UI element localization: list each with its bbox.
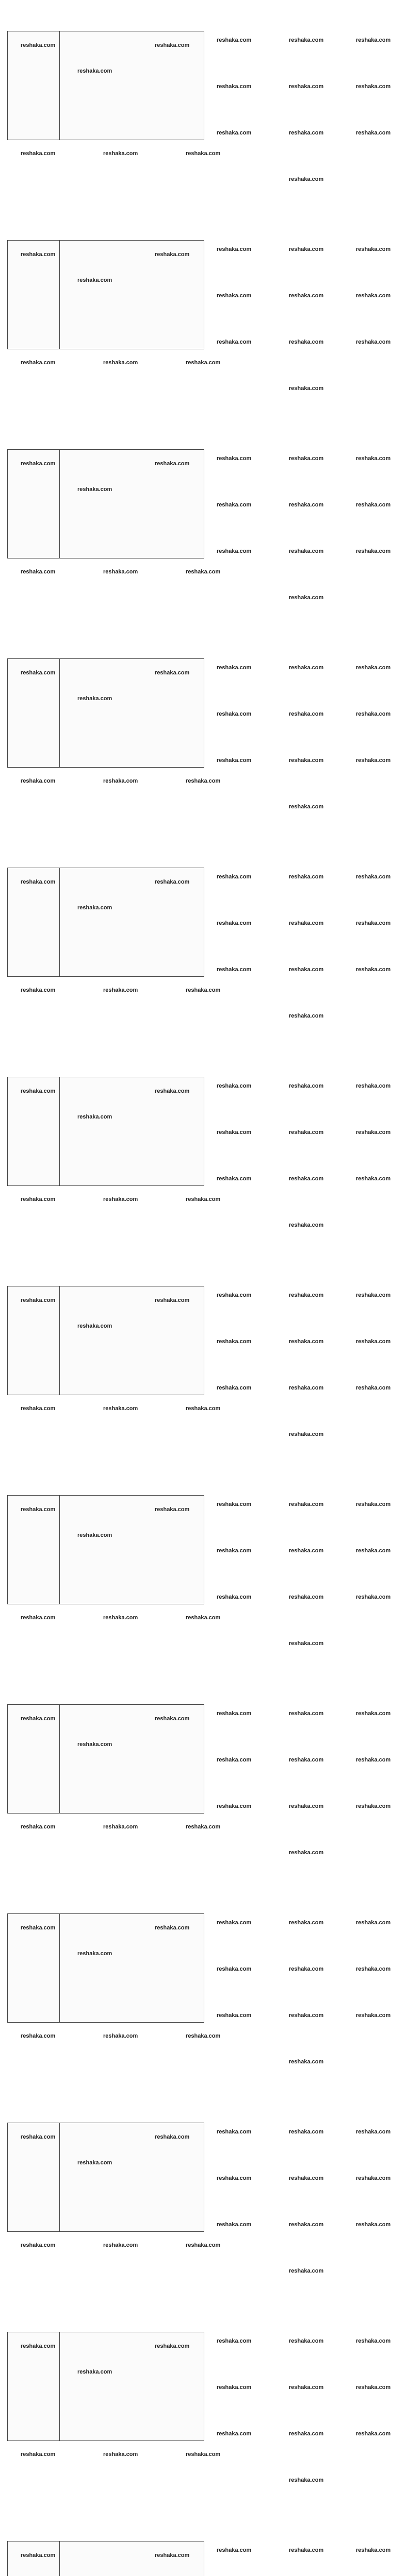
watermark: reshaka.com — [289, 1176, 324, 1182]
problem-number — [3, 1487, 8, 1493]
watermark: reshaka.com — [103, 778, 138, 784]
watermark: reshaka.com — [289, 1548, 324, 1554]
watermark: reshaka.com — [217, 2338, 252, 2344]
solution-label — [60, 2332, 204, 2341]
problem-number — [3, 2533, 8, 2539]
watermark: reshaka.com — [356, 2129, 391, 2135]
watermark: reshaka.com — [289, 2477, 324, 2483]
watermark: reshaka.com — [186, 2242, 221, 2248]
watermark: reshaka.com — [217, 1385, 252, 1391]
watermark: reshaka.com — [21, 1088, 56, 1094]
watermark: reshaka.com — [289, 1966, 324, 1972]
watermark: reshaka.com — [356, 1176, 391, 1182]
solution-label — [60, 868, 204, 877]
site-link[interactable] — [0, 0, 408, 8]
watermark: reshaka.com — [155, 251, 190, 258]
watermark: reshaka.com — [217, 548, 252, 554]
watermark: reshaka.com — [217, 665, 252, 671]
watermark: reshaka.com — [186, 778, 221, 784]
watermark: reshaka.com — [356, 1594, 391, 1600]
problem-number — [3, 1696, 8, 1702]
watermark: reshaka.com — [289, 455, 324, 462]
watermark: reshaka.com — [289, 2338, 324, 2344]
watermark: reshaka.com — [103, 2451, 138, 2458]
watermark: reshaka.com — [21, 1925, 56, 1931]
watermark: reshaka.com — [21, 2451, 56, 2458]
watermark: reshaka.com — [356, 2547, 391, 2553]
watermark: reshaka.com — [21, 2134, 56, 2140]
watermark: reshaka.com — [356, 130, 391, 136]
watermark: reshaka.com — [217, 1292, 252, 1298]
watermark: reshaka.com — [217, 2012, 252, 2019]
watermark: reshaka.com — [217, 2129, 252, 2135]
watermark: reshaka.com — [289, 1501, 324, 1507]
watermark: reshaka.com — [155, 1716, 190, 1722]
solution-label — [60, 2541, 204, 2550]
watermark: reshaka.com — [217, 1594, 252, 1600]
watermark: reshaka.com — [217, 1920, 252, 1926]
watermark: reshaka.com — [217, 1757, 252, 1763]
watermark: reshaka.com — [217, 1129, 252, 1136]
watermark: reshaka.com — [21, 569, 56, 575]
problem-number — [3, 232, 8, 238]
watermark: reshaka.com — [217, 2547, 252, 2553]
watermark: reshaka.com — [103, 569, 138, 575]
watermark: reshaka.com — [21, 2242, 56, 2248]
given-column — [8, 2541, 60, 2576]
watermark: reshaka.com — [356, 502, 391, 508]
watermark: reshaka.com — [289, 339, 324, 345]
given-label — [8, 868, 59, 877]
watermark: reshaka.com — [217, 874, 252, 880]
watermark: reshaka.com — [77, 696, 112, 702]
watermark: reshaka.com — [103, 150, 138, 157]
solution-label — [60, 31, 204, 40]
watermark: reshaka.com — [155, 1088, 190, 1094]
watermark: reshaka.com — [103, 1405, 138, 1412]
watermark: reshaka.com — [77, 68, 112, 74]
watermark: reshaka.com — [289, 711, 324, 717]
watermark: reshaka.com — [356, 920, 391, 926]
watermark: reshaka.com — [289, 1292, 324, 1298]
watermark: reshaka.com — [356, 1548, 391, 1554]
problem-number — [3, 2114, 8, 2121]
watermark: reshaka.com — [217, 83, 252, 90]
watermark: reshaka.com — [217, 1548, 252, 1554]
problem-block — [0, 1695, 408, 1904]
problem-block — [0, 1067, 408, 1277]
watermark: reshaka.com — [289, 1013, 324, 1019]
problem-number — [3, 1069, 8, 1075]
given-label — [8, 1286, 59, 1295]
watermark: reshaka.com — [21, 2552, 56, 2558]
problem-block — [0, 1486, 408, 1695]
watermark: reshaka.com — [356, 2431, 391, 2437]
watermark: reshaka.com — [217, 1501, 252, 1507]
watermark: reshaka.com — [356, 2384, 391, 2391]
problem-block — [0, 440, 408, 649]
watermark: reshaka.com — [21, 251, 56, 258]
page-header — [0, 0, 408, 21]
watermark: reshaka.com — [289, 2384, 324, 2391]
watermark: reshaka.com — [289, 1431, 324, 1437]
watermark: reshaka.com — [186, 360, 221, 366]
watermark: reshaka.com — [155, 2552, 190, 2558]
watermark: reshaka.com — [289, 83, 324, 90]
problem-block — [0, 2532, 408, 2576]
watermark: reshaka.com — [217, 502, 252, 508]
watermark: reshaka.com — [289, 2222, 324, 2228]
watermark: reshaka.com — [77, 1532, 112, 1538]
given-label — [8, 1914, 59, 1923]
watermark: reshaka.com — [356, 1966, 391, 1972]
solution-label — [60, 241, 204, 249]
watermark: reshaka.com — [103, 360, 138, 366]
watermark: reshaka.com — [186, 1196, 221, 1202]
given-label — [8, 659, 59, 668]
watermark: reshaka.com — [103, 2033, 138, 2039]
watermark: reshaka.com — [289, 1338, 324, 1345]
watermark: reshaka.com — [356, 711, 391, 717]
watermark: reshaka.com — [289, 2129, 324, 2135]
watermark: reshaka.com — [356, 1385, 391, 1391]
watermark: reshaka.com — [155, 2343, 190, 2349]
problem-number — [3, 2324, 8, 2330]
watermark: reshaka.com — [155, 461, 190, 467]
watermark: reshaka.com — [356, 1757, 391, 1763]
watermark: reshaka.com — [289, 502, 324, 508]
watermark: reshaka.com — [155, 2134, 190, 2140]
watermark: reshaka.com — [103, 2242, 138, 2248]
watermark: reshaka.com — [21, 2033, 56, 2039]
given-label — [8, 2123, 59, 2132]
watermark: reshaka.com — [21, 1506, 56, 1513]
problem-box — [7, 2541, 204, 2576]
watermark: reshaka.com — [77, 1741, 112, 1748]
watermark: reshaka.com — [356, 2222, 391, 2228]
solution-label — [60, 2123, 204, 2132]
watermark: reshaka.com — [217, 339, 252, 345]
problem-block — [0, 1277, 408, 1486]
watermark: reshaka.com — [21, 1716, 56, 1722]
watermark: reshaka.com — [217, 757, 252, 764]
watermark: reshaka.com — [356, 2175, 391, 2181]
solution-label — [60, 1496, 204, 1504]
problem-list — [0, 22, 408, 2576]
watermark: reshaka.com — [356, 1920, 391, 1926]
watermark: reshaka.com — [289, 2547, 324, 2553]
watermark: reshaka.com — [356, 1083, 391, 1089]
watermark: reshaka.com — [356, 665, 391, 671]
watermark: reshaka.com — [155, 1925, 190, 1931]
watermark: reshaka.com — [77, 486, 112, 493]
watermark: reshaka.com — [21, 42, 56, 48]
watermark: reshaka.com — [21, 670, 56, 676]
watermark: reshaka.com — [103, 1824, 138, 1830]
watermark: reshaka.com — [186, 2451, 221, 2458]
watermark: reshaka.com — [356, 293, 391, 299]
watermark: reshaka.com — [289, 37, 324, 43]
watermark: reshaka.com — [356, 246, 391, 252]
watermark: reshaka.com — [186, 569, 221, 575]
watermark: reshaka.com — [217, 293, 252, 299]
watermark: reshaka.com — [289, 548, 324, 554]
watermark: reshaka.com — [21, 879, 56, 885]
watermark: reshaka.com — [356, 757, 391, 764]
watermark: reshaka.com — [289, 804, 324, 810]
given-label — [8, 2332, 59, 2341]
watermark: reshaka.com — [289, 595, 324, 601]
watermark: reshaka.com — [356, 1710, 391, 1717]
watermark: reshaka.com — [77, 2160, 112, 2166]
problem-block — [0, 22, 408, 231]
watermark: reshaka.com — [21, 150, 56, 157]
watermark: reshaka.com — [289, 920, 324, 926]
watermark: reshaka.com — [356, 967, 391, 973]
watermark: reshaka.com — [289, 246, 324, 252]
watermark: reshaka.com — [217, 711, 252, 717]
watermark: reshaka.com — [217, 2222, 252, 2228]
watermark: reshaka.com — [289, 874, 324, 880]
watermark: reshaka.com — [289, 1850, 324, 1856]
watermark: reshaka.com — [103, 1196, 138, 1202]
watermark: reshaka.com — [217, 455, 252, 462]
watermark: reshaka.com — [289, 757, 324, 764]
watermark: reshaka.com — [356, 1338, 391, 1345]
watermark: reshaka.com — [21, 1196, 56, 1202]
watermark: reshaka.com — [77, 1114, 112, 1120]
solution-label — [60, 1077, 204, 1086]
watermark: reshaka.com — [356, 1292, 391, 1298]
watermark: reshaka.com — [21, 2343, 56, 2349]
watermark: reshaka.com — [289, 1710, 324, 1717]
watermark: reshaka.com — [356, 1129, 391, 1136]
watermark: reshaka.com — [356, 548, 391, 554]
watermark: reshaka.com — [186, 2033, 221, 2039]
watermark: reshaka.com — [289, 2059, 324, 2065]
watermark: reshaka.com — [356, 83, 391, 90]
problem-block — [0, 231, 408, 440]
watermark: reshaka.com — [356, 1803, 391, 1809]
watermark: reshaka.com — [356, 874, 391, 880]
solution-label — [60, 450, 204, 459]
problem-block — [0, 858, 408, 1067]
given-label — [8, 1077, 59, 1086]
problem-block — [0, 2113, 408, 2323]
watermark: reshaka.com — [289, 967, 324, 973]
problem-block — [0, 2323, 408, 2532]
watermark: reshaka.com — [289, 130, 324, 136]
watermark: reshaka.com — [356, 2338, 391, 2344]
problem-number — [3, 859, 8, 866]
watermark: reshaka.com — [217, 2384, 252, 2391]
watermark: reshaka.com — [186, 1824, 221, 1830]
watermark: reshaka.com — [217, 246, 252, 252]
watermark: reshaka.com — [289, 385, 324, 392]
watermark: reshaka.com — [217, 130, 252, 136]
given-label — [8, 1705, 59, 1714]
watermark: reshaka.com — [217, 967, 252, 973]
watermark: reshaka.com — [21, 1824, 56, 1830]
given-label — [8, 31, 59, 40]
watermark: reshaka.com — [77, 2369, 112, 2375]
watermark: reshaka.com — [217, 920, 252, 926]
watermark: reshaka.com — [217, 2431, 252, 2437]
watermark: reshaka.com — [21, 987, 56, 993]
watermark: reshaka.com — [217, 1966, 252, 1972]
watermark: reshaka.com — [289, 1757, 324, 1763]
watermark: reshaka.com — [289, 2175, 324, 2181]
watermark: reshaka.com — [155, 1506, 190, 1513]
watermark: reshaka.com — [155, 879, 190, 885]
problem-block — [0, 649, 408, 858]
watermark: reshaka.com — [155, 1297, 190, 1303]
watermark: reshaka.com — [77, 1323, 112, 1329]
watermark: reshaka.com — [289, 1385, 324, 1391]
watermark: reshaka.com — [21, 1405, 56, 1412]
watermark: reshaka.com — [217, 1803, 252, 1809]
problem-number — [3, 1278, 8, 1284]
watermark: reshaka.com — [289, 2431, 324, 2437]
problem-block — [0, 1904, 408, 2113]
watermark: reshaka.com — [21, 461, 56, 467]
watermark: reshaka.com — [289, 1803, 324, 1809]
watermark: reshaka.com — [186, 1615, 221, 1621]
watermark: reshaka.com — [155, 670, 190, 676]
problem-number — [3, 441, 8, 447]
problem-number — [3, 650, 8, 656]
watermark: reshaka.com — [289, 1640, 324, 1647]
watermark: reshaka.com — [289, 1594, 324, 1600]
solution-label — [60, 1705, 204, 1714]
watermark: reshaka.com — [289, 176, 324, 182]
watermark: reshaka.com — [21, 1297, 56, 1303]
given-label — [8, 241, 59, 249]
section-title — [0, 8, 408, 15]
watermark: reshaka.com — [289, 2268, 324, 2274]
watermark: reshaka.com — [289, 665, 324, 671]
solution-label — [60, 659, 204, 668]
watermark: reshaka.com — [217, 1338, 252, 1345]
watermark: reshaka.com — [21, 778, 56, 784]
watermark: reshaka.com — [289, 1920, 324, 1926]
problem-number — [3, 23, 8, 29]
watermark: reshaka.com — [77, 905, 112, 911]
watermark: reshaka.com — [356, 1501, 391, 1507]
watermark: reshaka.com — [217, 37, 252, 43]
solution-label — [60, 1286, 204, 1295]
watermark: reshaka.com — [77, 277, 112, 283]
problem-number — [3, 1905, 8, 1911]
watermark: reshaka.com — [103, 987, 138, 993]
watermark: reshaka.com — [186, 150, 221, 157]
watermark: reshaka.com — [217, 1710, 252, 1717]
solution-label — [60, 1914, 204, 1923]
watermark: reshaka.com — [356, 455, 391, 462]
watermark: reshaka.com — [356, 37, 391, 43]
watermark: reshaka.com — [289, 2012, 324, 2019]
watermark: reshaka.com — [21, 1615, 56, 1621]
watermark: reshaka.com — [155, 42, 190, 48]
watermark: reshaka.com — [186, 987, 221, 993]
watermark: reshaka.com — [289, 1129, 324, 1136]
watermark: reshaka.com — [356, 339, 391, 345]
watermark: reshaka.com — [186, 1405, 221, 1412]
watermark: reshaka.com — [289, 1083, 324, 1089]
given-label — [8, 2541, 59, 2550]
watermark: reshaka.com — [289, 293, 324, 299]
watermark: reshaka.com — [289, 1222, 324, 1228]
solution-column — [60, 2541, 204, 2576]
watermark: reshaka.com — [217, 1176, 252, 1182]
given-label — [8, 1496, 59, 1504]
given-label — [8, 450, 59, 459]
watermark: reshaka.com — [356, 2012, 391, 2019]
watermark: reshaka.com — [217, 1083, 252, 1089]
watermark: reshaka.com — [77, 1951, 112, 1957]
watermark: reshaka.com — [103, 1615, 138, 1621]
watermark: reshaka.com — [21, 360, 56, 366]
watermark: reshaka.com — [217, 2175, 252, 2181]
